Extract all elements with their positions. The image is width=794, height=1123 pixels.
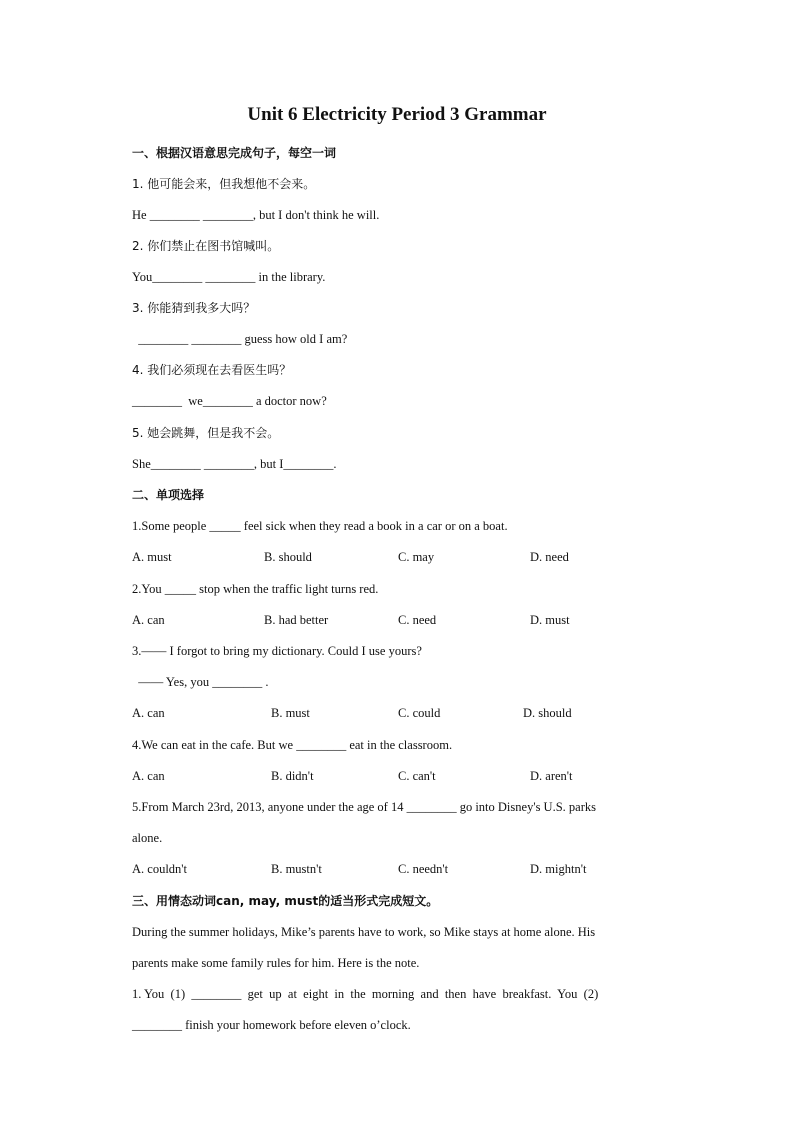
section2-heading: 二、单项选择: [132, 488, 205, 502]
s1-item2-en: You________ ________ in the library.: [132, 270, 326, 284]
option-b: B. must: [271, 706, 310, 720]
option-a: A. can: [132, 706, 165, 720]
s1-item3-en: ________ ________ guess how old I am?: [132, 332, 348, 346]
option-a: A. can: [132, 769, 165, 783]
option-b: B. had better: [264, 613, 329, 627]
section3-heading: 三、用情态动词can, may, must的适当形式完成短文。: [132, 894, 439, 908]
s1-item4-en: ________ we________ a doctor now?: [132, 394, 327, 408]
option-c: C. may: [398, 550, 435, 564]
s1-item2-cn: 2. 你们禁止在图书馆喊叫。: [132, 239, 280, 253]
s1-item5-en: She________ ________, but I________.: [132, 457, 337, 471]
option-d: D. need: [530, 550, 569, 564]
s2-q1-stem: 1.Some people _____ feel sick when they read a book in a car or on a boat.: [132, 519, 508, 533]
s2-q4-stem: 4.We can eat in the cafe. But we ________ eat in the classroom.: [132, 738, 453, 752]
option-a: A. must: [132, 550, 172, 564]
s1-item1-cn: 1. 他可能会来，但我想他不会来。: [132, 177, 316, 191]
s2-q3-stem: 3.—— I forgot to bring my dictionary. Could I use yours?: [132, 644, 422, 658]
s1-item3-cn: 3. 你能猜到我多大吗？: [132, 301, 256, 315]
s1-item5-cn: 5. 她会跳舞，但是我不会。: [132, 426, 280, 440]
s2-q2-stem: 2.You _____ stop when the traffic light turns red.: [132, 582, 379, 596]
s2-q3-stem2: —— Yes, you ________ .: [132, 675, 269, 689]
s3-para1-line1: During the summer holidays, Mike’s parents have to work, so Mike stays at home alone. His: [132, 925, 596, 939]
option-c: C. needn't: [398, 862, 449, 876]
option-a: A. couldn't: [132, 862, 188, 876]
s2-q5-stem2: alone.: [132, 831, 163, 845]
s3-para1-line2: parents make some family rules for him. Here is the note.: [132, 956, 420, 970]
s3-para2-line1: 1. You (1) ________ get up at eight in the morning and then have breakfast. You (2): [132, 987, 599, 1001]
s3-para2-line2: ________ finish your homework before eleven o’clock.: [132, 1018, 411, 1032]
page-title: Unit 6 Electricity Period 3 Grammar: [247, 104, 547, 125]
option-c: C. need: [398, 613, 437, 627]
option-c: C. could: [398, 706, 441, 720]
s1-item1-en: He ________ ________, but I don't think he will.: [132, 208, 380, 222]
option-b: B. should: [264, 550, 312, 564]
option-d: D. aren't: [530, 769, 573, 783]
option-c: C. can't: [398, 769, 436, 783]
section1-heading: 一、根据汉语意思完成句子，每空一词: [132, 146, 337, 160]
s2-q5-stem: 5.From March 23rd, 2013, anyone under the age of 14 ________ go into Disney's U.S. parks: [132, 800, 596, 814]
option-d: D. must: [530, 613, 570, 627]
option-b: B. didn't: [271, 769, 314, 783]
option-d: D. should: [523, 706, 572, 720]
s1-item4-cn: 4. 我们必须现在去看医生吗？: [132, 363, 292, 377]
option-b: B. mustn't: [271, 862, 322, 876]
option-a: A. can: [132, 613, 165, 627]
option-d: D. mightn't: [530, 862, 587, 876]
